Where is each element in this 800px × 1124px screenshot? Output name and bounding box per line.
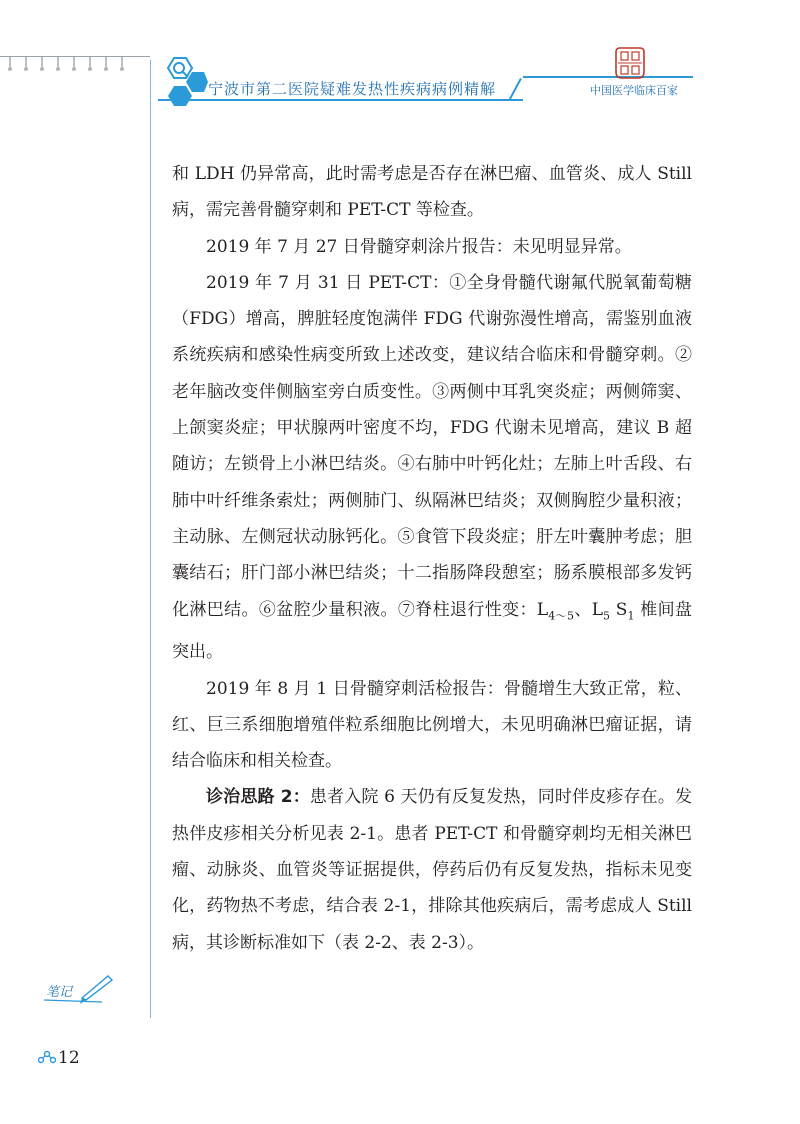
binder-hole <box>88 57 92 71</box>
paragraph <box>172 265 692 671</box>
header-rule-right <box>523 76 693 78</box>
binder-hole <box>72 57 76 71</box>
main-text <box>172 156 692 961</box>
series-logo <box>612 46 648 80</box>
paragraph <box>172 779 692 960</box>
subscript: 5 <box>603 608 611 622</box>
paragraph-text: 、L <box>573 599 604 620</box>
subscript: 4～5 <box>548 608 574 622</box>
paragraph-text: 椎间盘突出。 <box>172 599 693 663</box>
binder-hole <box>56 57 60 71</box>
notes-label: 笔记 <box>46 985 73 1000</box>
subscript: 1 <box>627 608 635 622</box>
paragraph-text: 患者入院 6 天仍有反复发热，同时伴皮疹存在。发热伴皮疹相关分析见表 2-1。患者 PET-CT 和骨髓穿刺均无相关淋巴瘤、动脉炎、血管炎等证据提供，停药后仍有反复发热，指标未见变化，药物热不考虑，结合表 2-1，排除其他疾病后，需考虑成人 Still 病，其诊断标准如下（表 2-2、表 2-3）。 <box>172 787 693 953</box>
notes-pen-icon <box>42 972 114 1008</box>
binder-hole <box>40 57 44 71</box>
header-rule <box>158 99 523 101</box>
binder-hole <box>8 57 12 71</box>
series-name: 中国医学临床百家 <box>590 84 678 97</box>
hexagon-search-icon <box>158 56 208 112</box>
binder-hole <box>104 57 108 71</box>
header-rule-slant <box>509 78 522 100</box>
binder-hole <box>120 57 124 71</box>
margin-rule <box>150 60 151 1018</box>
binder-hole <box>24 57 28 71</box>
page-number-text: 12 <box>58 1048 80 1068</box>
molecule-icon <box>38 1050 56 1064</box>
paragraph: 2019 年 7 月 27 日骨髓穿刺涂片报告：未见明显异常。 <box>206 236 632 257</box>
page-number <box>38 1048 80 1068</box>
paragraph: 2019 年 8 月 1 日骨髓穿刺活检报告：骨髓增生大致正常，粒、红、巨三系细胞增殖伴粒系细胞比例增大，未见明确淋巴瘤证据，请结合临床和相关检查。 <box>172 678 692 772</box>
section-label: 诊治思路 2： <box>206 787 310 808</box>
paragraph: 和 LDH 仍异常高，此时需考虑是否存在淋巴瘤、血管炎、成人 Still 病，需完善骨髓穿刺和 PET-CT 等检查。 <box>172 164 692 221</box>
paragraph-text: 2019 年 7 月 31 日 PET-CT：①全身骨髓代谢氟代脱氧葡萄糖（FDG）增高，脾脏轻度饱满伴 FDG 代谢弥漫性增高，需鉴别血液系统疾病和感染性病变所致上述改变，建议结合临床和骨髓穿刺。②老年脑改变伴侧脑室旁白质变性。③两侧中耳乳突炎症；两侧筛窦、上颌窦炎症；甲状腺两叶密度不均，FDG 代谢未见增高，建议 B 超随访；左锁骨上小淋巴结炎。④右肺中叶钙化灶；左肺上叶舌段、右肺中叶纤维条索灶；两侧肺门、纵隔淋巴结炎；双侧胸腔少量积液；主动脉、左侧冠状动脉钙化。⑤食管下段炎症；肝左叶囊肿考虑；胆囊结石；肝门部小淋巴结炎；十二指肠降段憩室；肠系膜根部多发钙化淋巴结。⑥盆腔少量积液。⑦脊柱退行性变：L <box>172 272 692 620</box>
paragraph-text: S <box>610 599 628 620</box>
book-title: 宁波市第二医院疑难发热性疾病病例精解 <box>208 80 497 98</box>
